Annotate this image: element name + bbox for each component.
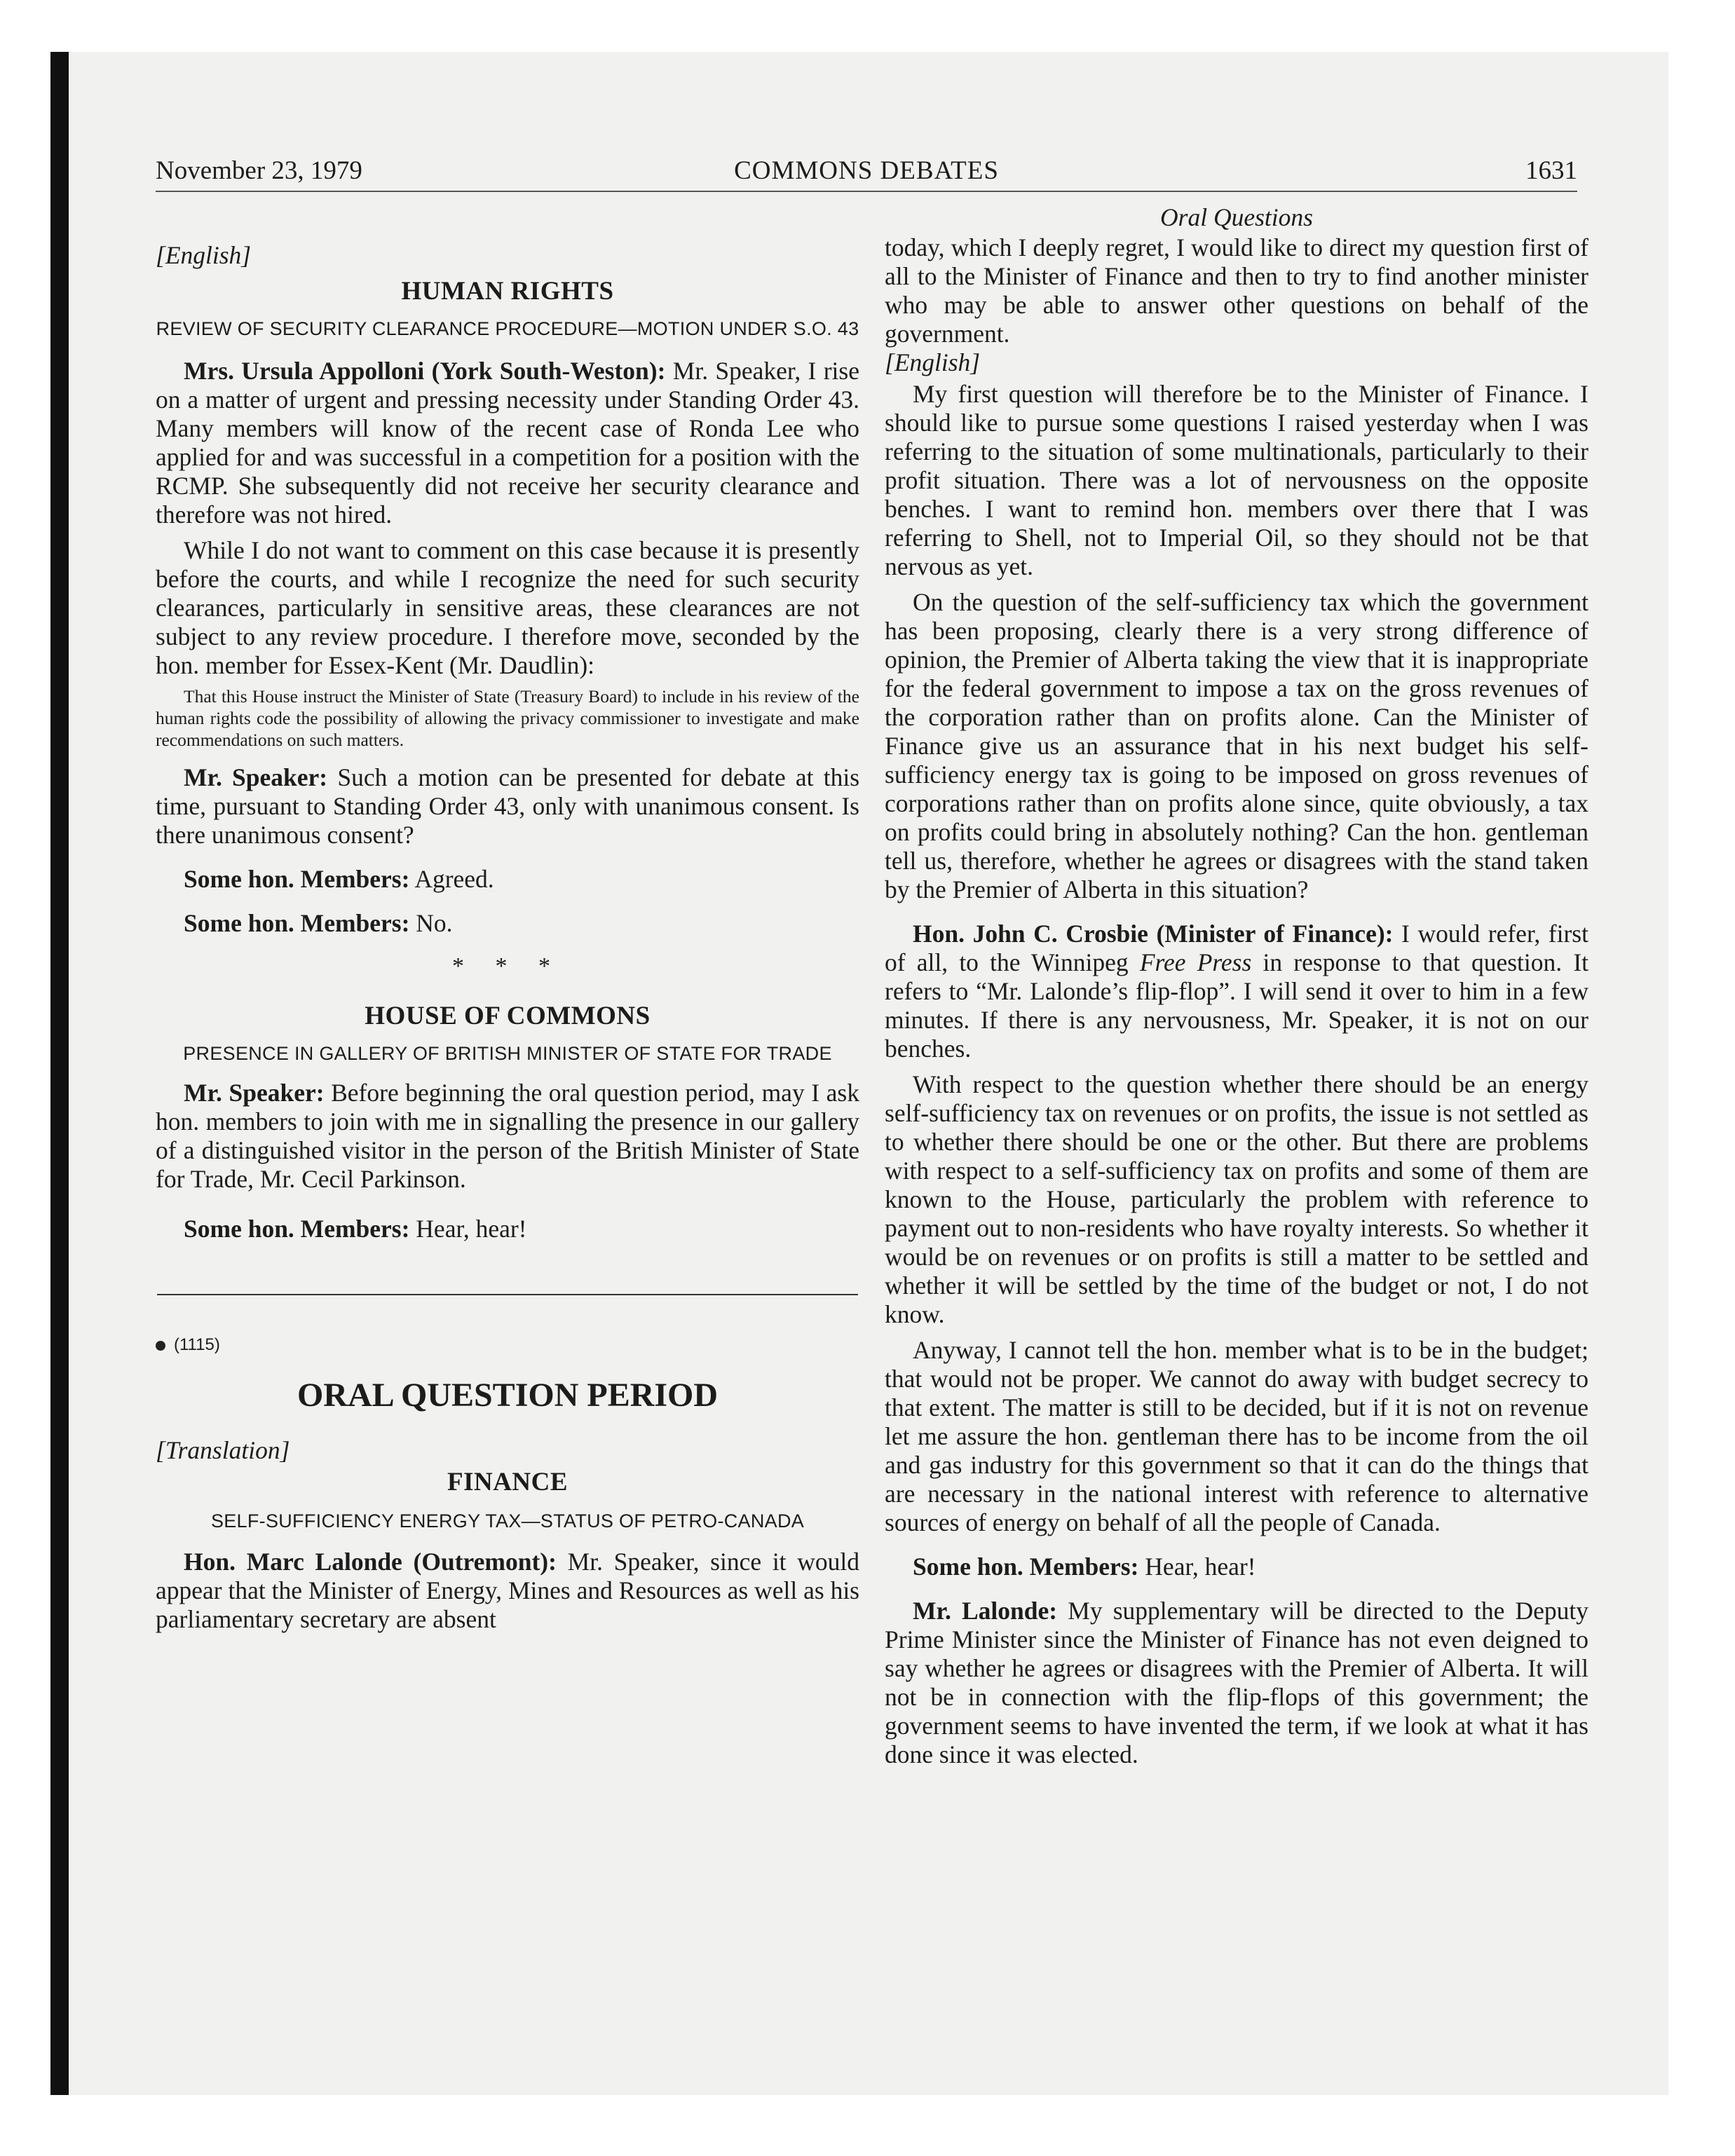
page-number: 1631 (1525, 156, 1577, 185)
speaker-name: Hon. Marc Lalonde (Outremont): (184, 1548, 557, 1576)
time-marker (156, 1330, 859, 1359)
speech-text: No. (409, 909, 453, 937)
speaker-name: Some hon. Members: (184, 1215, 410, 1243)
header-title: COMMONS DEBATES (734, 156, 999, 185)
paragraph (885, 1597, 1588, 1769)
paragraph: While I do not want to comment on this case because it is presently before the courts, and while I recognize the need for such security clearances, particularly in sensitive areas, these clearances are not subject to any review procedure. I therefore move, seconded by the hon. member for Essex-Kent (Mr. Daudlin): (156, 536, 859, 679)
speech-text: Mr. Speaker, I rise on a matter of urgent and pressing necessity under Standing Order 43. Many members will know of the recent case of Ronda Lee who applied for and was successful in a competition for a position with the RCMP. She subsequently did not receive her security clearance and therefore was not hired. (156, 357, 859, 528)
speech-text: My supplementary will be directed to the Deputy Prime Minister since the Minister of Finance has not even deigned to say whether he agrees or disagrees with the Premier of Alberta. It will not be in connection with the flip-flops of this government; the government seems to have invented the term, if we look at what it has done since it was elected. (885, 1597, 1588, 1768)
paragraph (156, 1548, 859, 1634)
scan-edge (50, 52, 69, 2095)
speaker-name: Mr. Lalonde: (913, 1597, 1058, 1625)
paragraph: My first question will therefore be to the Minister of Finance. I should like to pursue some questions I raised yesterday when I was referring to the situation of some multinationals, particularly to their profit situation. There was a lot of nervousness on the opposite benches. I want to remind hon. members over there that I was referring to Shell, not to Imperial Oil, so they should not be that nervous as yet. (885, 380, 1588, 580)
paragraph: On the question of the self-sufficiency tax which the government has been proposing, clearly there is a very strong difference of opinion, the Premier of Alberta taking the view that it is inappropriate for the federal government to impose a tax on the gross revenues of the corporation rather than on profits alone. Can the Minister of Finance give us an assurance that in his next budget his self-sufficiency energy tax is going to be imposed on gross revenues of corporations rather than on profits alone since, quite obviously, a tax on profits could bring in absolutely nothing? Can the hon. gentleman tell us, therefore, whether he agrees or disagrees with the stand taken by the Premier of Alberta in this situation? (885, 588, 1588, 903)
paragraph: With respect to the question whether there should be an energy self-sufficiency tax on revenues or on profits, the issue is not settled as to whether there should be one or the other. But there are problems with respect to a self-sufficiency tax on profits and some of them are known to the House, particularly the problem with reference to payment out to non-residents who have royalty interests. So whether it would be on revenues or on profits is still a matter to be settled and whether it will be settled by the time of the budget or not, I do not know. (885, 1070, 1588, 1328)
language-note: [English] (885, 348, 981, 376)
speech-text: Such a motion can be presented for debate at this time, pursuant to Standing Order 43, only with unanimous consent. Is there unanimous consent? (156, 763, 860, 849)
section-heading: HOUSE OF COMMONS (365, 1002, 651, 1030)
paragraph (156, 909, 859, 938)
paragraph: Anyway, I cannot tell the hon. member what is to be in the budget; that would not be proper. We cannot do away with budget secrecy to that extent. The matter is still to be decided, but if it is not on revenue let me assure the hon. gentleman there has to be income from the oil and gas industry for this government so that it can do the things that are necessary in the national interest with reference to alternative sources of energy on behalf of all the people of Canada. (885, 1336, 1588, 1536)
paragraph (156, 1079, 859, 1194)
speaker-name: Hon. John C. Crosbie (Minister of Finance): (913, 920, 1394, 948)
paragraph: today, which I deeply regret, I would like to direct my question first of all to the Minister of Finance and then to try to find another minister who may be able to answer other questions on behalf of the government. (885, 233, 1588, 348)
bullet-icon (156, 1341, 165, 1351)
paragraph (156, 357, 859, 529)
speech-text: Agreed. (409, 865, 494, 893)
header-date: November 23, 1979 (156, 156, 362, 185)
page-header (156, 156, 1577, 192)
speaker-name: Mrs. Ursula Appolloni (York South-Weston): (184, 357, 666, 385)
speaker-name: Some hon. Members: (184, 865, 410, 893)
paragraph (885, 1553, 1588, 1581)
section-heading: ORAL QUESTION PERIOD (297, 1377, 719, 1414)
speech-text: Hear, hear! (1138, 1553, 1256, 1581)
paragraph (156, 763, 859, 850)
speech-text: Before beginning the oral question period, may I ask hon. members to join with me in signalling the presence in our gallery of a distinguished visitor in the person of the British Minister of State for Trade, Mr. Cecil Parkinson. (156, 1079, 859, 1193)
paragraph (156, 865, 859, 894)
right-column (885, 203, 1588, 1769)
section-heading: HUMAN RIGHTS (401, 277, 614, 306)
speaker-name: Some hon. Members: (184, 909, 410, 937)
paragraph (885, 920, 1588, 1063)
running-head: Oral Questions (1160, 203, 1313, 231)
section-separator: * * * (452, 953, 563, 979)
publication-title: Free Press (1139, 948, 1252, 976)
speech-text: Hear, hear! (409, 1215, 527, 1243)
speech-text: I would refer, first of all, to the Winnipeg (885, 920, 1588, 976)
speech-text: Mr. Speaker, since it would appear that the Minister of Energy, Mines and Resources as well as his parliamentary secretary are absent (156, 1548, 860, 1633)
motion-text: That this House instruct the Minister of State (Treasury Board) to include in his review of the human rights code the possibility of allowing the privacy commissioner to investigate and make recommendations on such matters. (156, 686, 859, 750)
language-note: [Translation] (156, 1436, 290, 1464)
speaker-name: Mr. Speaker: (184, 1079, 325, 1107)
left-column (156, 203, 859, 1634)
section-subheading: REVIEW OF SECURITY CLEARANCE PROCEDURE—MOTION UNDER S.O. 43 (156, 318, 859, 339)
section-subheading: SELF-SUFFICIENCY ENERGY TAX—STATUS OF PETRO-CANADA (210, 1510, 805, 1531)
speech-text: in response to that question. It refers to “Mr. Lalonde’s flip-flop”. I will send it over to him in a few minutes. If there is any nervousness, Mr. Speaker, it is not on our benches. (885, 948, 1589, 1063)
time-marker-text: (1115) (174, 1335, 220, 1354)
speaker-name: Mr. Speaker: (184, 763, 328, 791)
speaker-name: Some hon. Members: (913, 1553, 1139, 1581)
paragraph (156, 1215, 859, 1243)
section-heading: FINANCE (447, 1468, 569, 1496)
language-note: [English] (156, 241, 252, 269)
section-subheading: PRESENCE IN GALLERY OF BRITISH MINISTER OF STATE FOR TRADE (183, 1043, 832, 1064)
